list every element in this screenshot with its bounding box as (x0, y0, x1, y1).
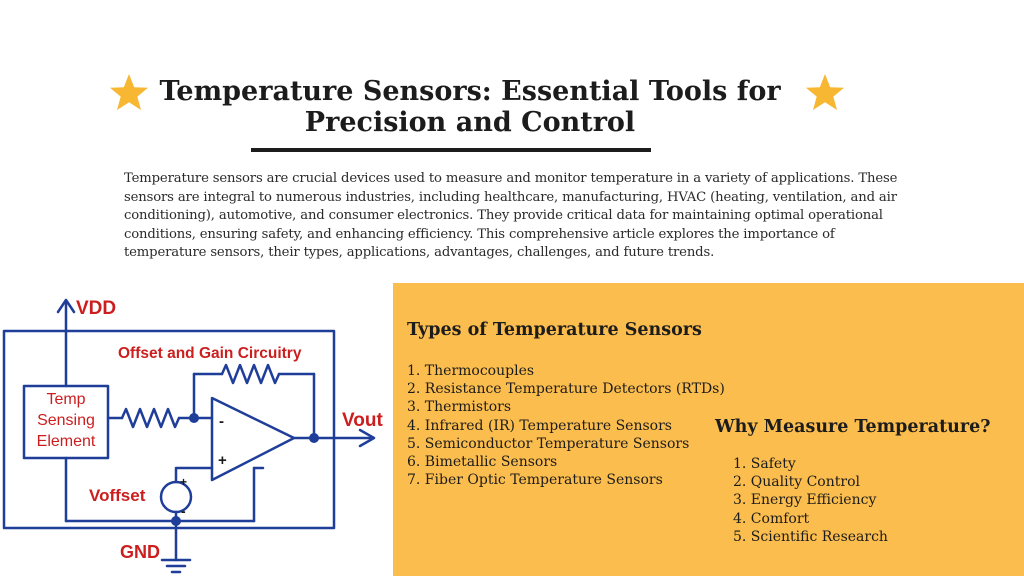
list-item: 1. Safety (733, 456, 796, 472)
title-line-1: Temperature Sensors: Essential Tools for (159, 76, 781, 107)
list-item: 4. Infrared (IR) Temperature Sensors (407, 417, 672, 434)
list-item: 7. Fiber Optic Temperature Sensors (407, 472, 663, 489)
feedback-resistor (222, 365, 279, 383)
list-item: 1. Thermocouples (407, 363, 535, 379)
input-resistor (122, 409, 179, 427)
types-list (407, 362, 725, 489)
why-list (733, 455, 888, 546)
title-line-2: Precision and Control (304, 107, 636, 138)
intro-paragraph: Temperature sensors are crucial devices used to measure and monitor temperature in a variety of applications. These sensors are integral to numerous industries, including healthcare, manufacturing, HVAC (heating, ventilation, and air conditioning), automotive, and consumer electronics. They provide critical data for maintaining optimal operational conditions, ensuring safety, and enhancing efficiency. This comprehensive article explores the importance of temperature sensors, their types, applications, advantages, challenges, and future trends. (124, 171, 898, 261)
why-heading: Why Measure Temperature? (715, 417, 991, 437)
list-item: 3. Thermistors (407, 399, 512, 416)
info-panel (393, 283, 1024, 576)
element-label-line-3: Element (36, 433, 96, 450)
element-label-line-1: Temp (46, 391, 86, 408)
list-item: 6. Bimetallic Sensors (407, 454, 558, 471)
vdd-label: VDD (76, 298, 117, 319)
list-item: 5. Scientific Research (733, 528, 888, 545)
list-item: 4. Comfort (733, 510, 810, 527)
element-label-line-2: Sensing (37, 412, 95, 429)
list-item: 2. Quality Control (733, 474, 860, 491)
source-minus-sign: - (181, 503, 186, 519)
list-item: 5. Semiconductor Temperature Sensors (407, 435, 690, 452)
source-plus-sign: + (180, 475, 188, 489)
circuit-diagram (0, 290, 393, 576)
list-item: 3. Energy Efficiency (733, 492, 877, 509)
types-heading: Types of Temperature Sensors (407, 320, 702, 340)
gnd-label: GND (120, 542, 160, 562)
offset-gain-label: Offset and Gain Circuitry (118, 345, 302, 362)
title-underline (251, 148, 651, 152)
voffset-label: Voffset (89, 486, 146, 505)
page-title (140, 76, 800, 138)
opamp-minus-sign: - (219, 413, 224, 430)
opamp-plus-sign: + (218, 452, 227, 469)
star-icon (804, 72, 846, 114)
list-item: 2. Resistance Temperature Detectors (RTDs) (407, 381, 725, 398)
vout-label: Vout (342, 410, 383, 431)
